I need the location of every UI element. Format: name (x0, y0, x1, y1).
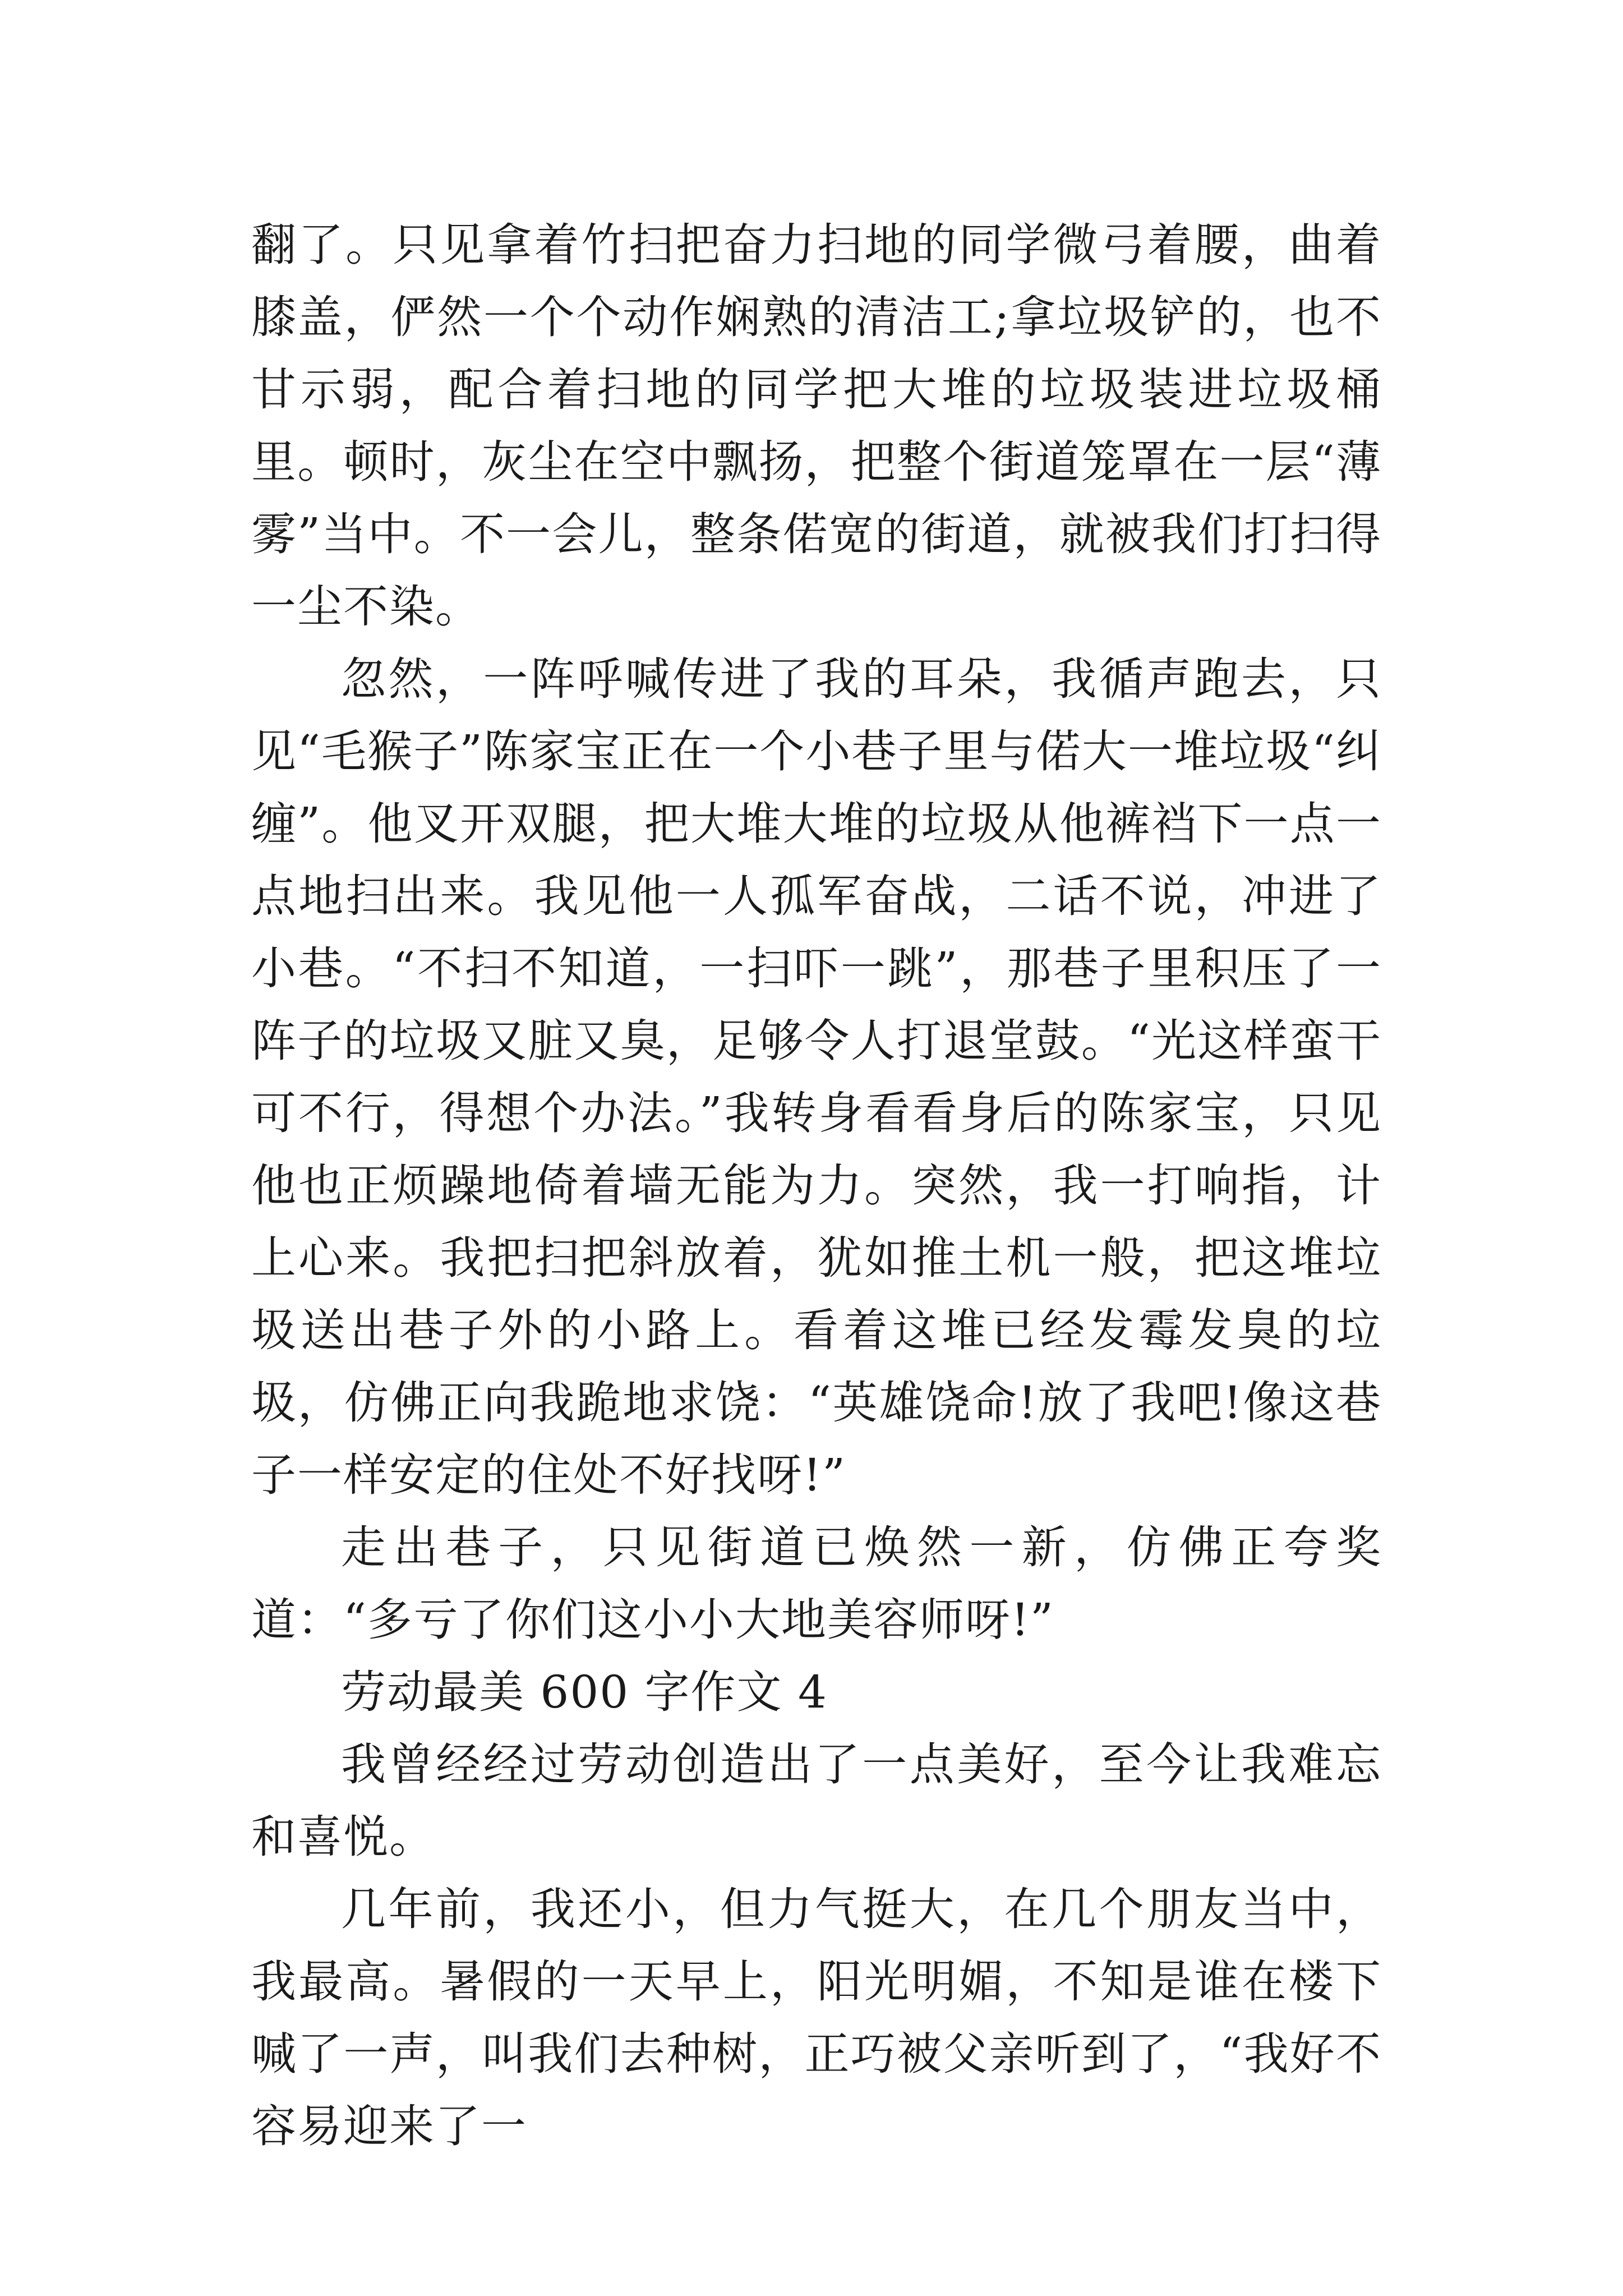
paragraph-years-ago: 几年前，我还小，但力气挺大，在几个朋友当中，我最高。暑假的一天早上，阳光明媚，不知是谁在楼下喊了一声，叫我们去种树，正巧被父亲听到了，“我好不容易迎来了一 (251, 1883, 1382, 2152)
paragraph-alley: 忽然，一阵呼喊传进了我的耳朵，我循声跑去，只见“毛猴子”陈家宝正在一个小巷子里与偌大一堆垃圾“纠缠”。他叉开双腿，把大堆大堆的垃圾从他裤裆下一点一点地扫出来。我见他一人孤军奋战，二话不说，冲进了小巷。“不扫不知道，一扫吓一跳”，那巷子里积压了一阵子的垃圾又脏又臭，足够令人打退堂鼓。“光这样蛮干可不行，得想个办法。”我转身看看身后的陈家宝，只见他也正烦躁地倚着墙无能为力。突然，我一打响指，计上心来。我把扫把斜放着，犹如推土机一般，把这堆垃圾送出巷子外的小路上。看着这堆已经发霉发臭的垃圾，仿佛正向我跪地求饶：“英雄饶命!放了我吧!像这巷子一样安定的住处不好找呀!” (251, 653, 1382, 1501)
essay-heading: 劳动最美 600 字作文 4 (341, 1666, 828, 1718)
paragraph-intro: 我曾经经过劳动创造出了一点美好，至今让我难忘和喜悦。 (251, 1738, 1382, 1863)
paragraph-continuation: 翻了。只见拿着竹扫把奋力扫地的同学微弓着腰，曲着膝盖，俨然一个个动作娴熟的清洁工;拿垃圾铲的，也不甘示弱，配合着扫地的同学把大堆的垃圾装进垃圾桶里。顿时，灰尘在空中飘扬，把整个街道笼罩在一层“薄雾”当中。不一会儿，整条偌宽的街道，就被我们打扫得一尘不染。 (251, 219, 1382, 633)
essay-body (251, 209, 1382, 2162)
paragraph-street-renewed: 走出巷子，只见街道已焕然一新，仿佛正夸奖道：“多亏了你们这小小大地美容师呀!” (251, 1521, 1382, 1646)
